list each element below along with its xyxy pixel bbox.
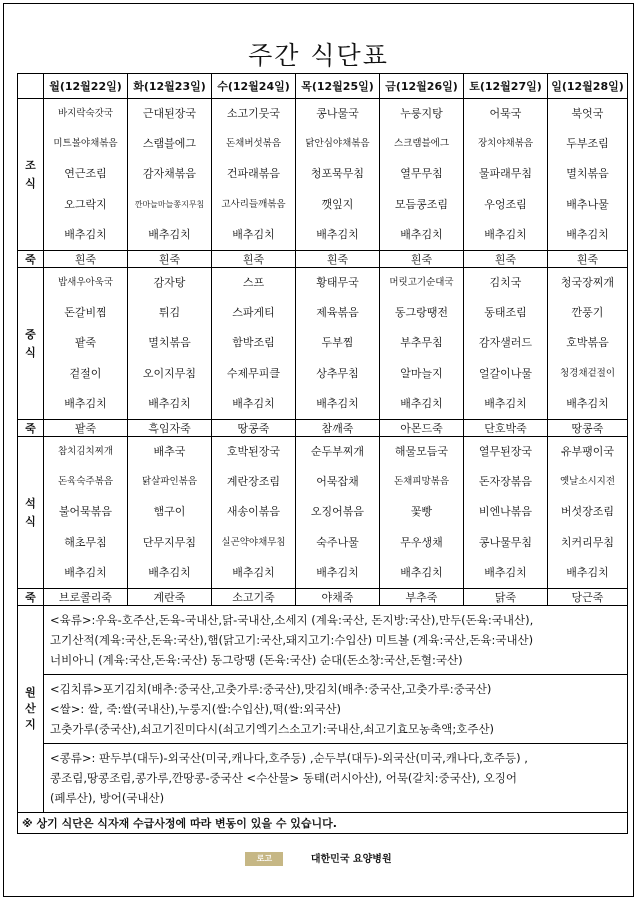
menu-item: 참치김치찌개 [57, 446, 114, 458]
porridge-cell: 흰죽 [44, 251, 128, 268]
menu-item: 배추김치 [400, 227, 443, 241]
menu-item: 두부조림 [566, 137, 609, 151]
menu-item: 물파래무침 [478, 167, 533, 181]
logo-text: 로고 [256, 854, 273, 863]
day-header: 일(12월28일) [548, 74, 628, 99]
menu-item: 돈자장볶음 [478, 475, 533, 489]
menu-item: 순두부찌개 [310, 445, 365, 459]
menu-item: 건파래볶음 [226, 167, 281, 181]
porridge-cell: 아몬드죽 [380, 420, 464, 437]
hospital-logo [245, 852, 283, 866]
weekly-menu-table [17, 73, 628, 834]
notice-text: ※ 상기 식단은 식자재 수급사정에 따라 변동이 있을 수 있습니다. [18, 813, 628, 834]
menu-item: 숙주나물 [316, 535, 359, 549]
menu-item: 오그락지 [64, 197, 107, 211]
menu-item: 멸치볶음 [148, 336, 191, 350]
meal-label [18, 437, 44, 589]
menu-item: 실곤약야채무침 [221, 536, 286, 548]
menu-item: 감자탕 [153, 276, 186, 290]
menu-item: 배추나물 [566, 197, 609, 211]
menu-item: 청포묵무침 [310, 167, 365, 181]
menu-item: 배추김치 [232, 565, 275, 579]
menu-item: 동그랑땡전 [394, 306, 449, 320]
menu-item: 호박된장국 [226, 445, 281, 459]
menu-item: 호박볶음 [566, 336, 609, 350]
menu-item: 오징어볶음 [310, 505, 365, 519]
porridge-row [18, 420, 628, 437]
meal-label [18, 268, 44, 420]
header-row [18, 74, 628, 99]
meal-cell [296, 99, 380, 251]
meal-label-text: 조 식 [25, 158, 36, 190]
menu-item: 배추국 [153, 445, 186, 459]
origin-line: <김치류>포기김치(배추:중국산,고춧가루:중국산),맛김치(배추:중국산,고춧가루:중국산) [50, 682, 492, 696]
porridge-cell: 소고기죽 [212, 589, 296, 606]
day-header: 화(12월23일) [128, 74, 212, 99]
menu-item: 배추김치 [148, 396, 191, 410]
note-row [18, 813, 628, 834]
menu-item: 누룽지탕 [400, 107, 443, 121]
menu-item: 단무지무침 [142, 535, 197, 549]
menu-item: 배추김치 [566, 396, 609, 410]
meal-cell [44, 437, 128, 589]
menu-item: 밥새우아욱국 [57, 277, 114, 289]
menu-item: 무우생채 [400, 535, 443, 549]
menu-item: 햄구이 [153, 505, 186, 519]
menu-item: 배추김치 [316, 565, 359, 579]
origin-block [44, 744, 628, 813]
meal-cell [44, 268, 128, 420]
menu-item: 배추김치 [484, 396, 527, 410]
meal-cell [380, 437, 464, 589]
origin-block [44, 675, 628, 744]
origin-label [18, 606, 44, 813]
meal-cell [128, 268, 212, 420]
menu-item: 돈갈비찜 [64, 306, 107, 320]
meal-cell [464, 437, 548, 589]
origin-line: <콩류>: 판두부(대두)-외국산(미국,캐나다,호주등) ,순두부(대두)-외국산(미국,캐나다,호주등) , [50, 751, 528, 765]
menu-item: 배추김치 [400, 396, 443, 410]
day-header: 목(12월25일) [296, 74, 380, 99]
menu-item: 계란장조림 [226, 475, 281, 489]
menu-item: 알마늘지 [400, 366, 443, 380]
porridge-row [18, 589, 628, 606]
meal-cell [128, 437, 212, 589]
menu-item: 소고기뭇국 [226, 107, 281, 121]
menu-item: 감자채볶음 [142, 167, 197, 181]
menu-item: 배추김치 [64, 396, 107, 410]
origin-row [18, 606, 628, 675]
menu-item: 스프 [242, 276, 265, 290]
menu-item: 어묵국 [489, 107, 522, 121]
menu-item: 청경채겉절이 [559, 367, 616, 379]
porridge-cell: 계란죽 [128, 589, 212, 606]
porridge-cell: 부추죽 [380, 589, 464, 606]
meal-cell [296, 268, 380, 420]
menu-item: 새송이볶음 [226, 505, 281, 519]
porridge-cell: 땅콩죽 [548, 420, 628, 437]
menu-item: 튀김 [158, 306, 181, 320]
porridge-cell: 흰죽 [380, 251, 464, 268]
origin-row [18, 744, 628, 813]
menu-item: 닭안심야채볶음 [305, 138, 370, 150]
menu-item: 배추김치 [148, 227, 191, 241]
day-header: 수(12월24일) [212, 74, 296, 99]
meal-label-text: 중 식 [25, 327, 36, 359]
menu-item: 열무된장국 [478, 445, 533, 459]
porridge-cell: 흰죽 [548, 251, 628, 268]
menu-item: 배추김치 [566, 565, 609, 579]
menu-item: 배추김치 [232, 396, 275, 410]
menu-item: 북엇국 [571, 107, 604, 121]
menu-item: 유부팽이국 [560, 445, 615, 459]
meal-row [18, 437, 628, 589]
menu-item: 모듬콩조림 [394, 197, 449, 211]
menu-item: 깐풍기 [571, 306, 604, 320]
menu-item: 콩나물무침 [478, 535, 533, 549]
meal-cell [212, 268, 296, 420]
meal-cell [128, 99, 212, 251]
origin-row [18, 675, 628, 744]
menu-item: 바지락숙갓국 [57, 108, 114, 120]
menu-item: 배추김치 [316, 396, 359, 410]
menu-item: 함박조림 [232, 336, 275, 350]
menu-item: 감자샐러드 [478, 336, 533, 350]
porridge-label: 죽 [18, 589, 44, 606]
menu-item: 배추김치 [566, 227, 609, 241]
meal-cell [464, 268, 548, 420]
menu-item: 배추김치 [148, 565, 191, 579]
origin-label-text: 원 산 지 [25, 686, 36, 731]
menu-item: 깻잎지 [321, 197, 354, 211]
menu-item: 고사리들깨볶음 [221, 198, 286, 210]
menu-item: 멸치볶음 [566, 167, 609, 181]
porridge-cell: 흰죽 [464, 251, 548, 268]
hospital-name: 대한민국 요양병원 [310, 854, 392, 865]
meal-cell [380, 99, 464, 251]
meal-cell [212, 437, 296, 589]
porridge-cell: 야채죽 [296, 589, 380, 606]
menu-item: 스램블에그 [142, 137, 197, 151]
menu-item: 닭살파인볶음 [141, 476, 198, 488]
menu-item: 상추무침 [316, 366, 359, 380]
menu-item: 돈채피망볶음 [393, 476, 450, 488]
porridge-cell: 팥죽 [44, 420, 128, 437]
meal-cell [548, 268, 628, 420]
menu-item: 근대된장국 [142, 107, 197, 121]
menu-item: 김치국 [489, 276, 522, 290]
day-header: 토(12월27일) [464, 74, 548, 99]
menu-item: 팥죽 [74, 336, 97, 350]
menu-item: 배추김치 [232, 227, 275, 241]
menu-item: 동태조림 [484, 306, 527, 320]
meal-cell [212, 99, 296, 251]
meal-cell [296, 437, 380, 589]
menu-item: 스크램블에그 [393, 138, 450, 150]
origin-line: (페루산), 방어(국내산) [50, 791, 165, 805]
origin-block [44, 606, 628, 675]
menu-item: 해물모듬국 [394, 445, 449, 459]
menu-item: 버섯장조림 [560, 505, 615, 519]
menu-item: 비엔나볶음 [478, 505, 533, 519]
menu-item: 돈육숙주볶음 [57, 476, 114, 488]
menu-item: 우엉조림 [484, 197, 527, 211]
menu-item: 배추김치 [64, 565, 107, 579]
menu-item: 미트볼야채볶음 [53, 138, 118, 150]
menu-item: 배추김치 [400, 565, 443, 579]
menu-item: 청국장찌개 [560, 276, 615, 290]
menu-item: 열무무침 [400, 167, 443, 181]
menu-item: 배추김치 [64, 227, 107, 241]
menu-item: 두부찜 [321, 336, 354, 350]
day-header: 월(12월22일) [44, 74, 128, 99]
menu-item: 불어묵볶음 [58, 505, 113, 519]
menu-page [3, 3, 634, 897]
porridge-row [18, 251, 628, 268]
menu-item: 돈채버섯볶음 [225, 138, 282, 150]
menu-item: 치커리무침 [560, 535, 615, 549]
porridge-cell: 흑임자죽 [128, 420, 212, 437]
meal-cell [464, 99, 548, 251]
menu-item: 제육볶음 [316, 306, 359, 320]
menu-item: 해초무침 [64, 535, 107, 549]
porridge-cell: 참깨죽 [296, 420, 380, 437]
origin-line: 너비아니 (계육:국산,돈육:국산) 동그랑땡 (돈육:국산) 순대(돈소창:국산,돈혈:국산) [50, 653, 463, 667]
menu-item: 배추김치 [484, 565, 527, 579]
menu-item: 옛날소시지전 [559, 476, 616, 488]
origin-line: <쌀>: 쌀, 죽:쌀(국내산),누룽지(쌀:수입산),떡(쌀:외국산) [50, 702, 342, 716]
porridge-cell: 흰죽 [128, 251, 212, 268]
porridge-cell: 흰죽 [296, 251, 380, 268]
porridge-cell: 단호박죽 [464, 420, 548, 437]
day-header: 금(12월26일) [380, 74, 464, 99]
meal-cell [44, 99, 128, 251]
porridge-cell: 흰죽 [212, 251, 296, 268]
meal-row [18, 268, 628, 420]
porridge-cell: 브로콜리죽 [44, 589, 128, 606]
meal-label [18, 99, 44, 251]
menu-item: 오이지무침 [142, 366, 197, 380]
menu-item: 연근조림 [64, 167, 107, 181]
meal-cell [380, 268, 464, 420]
footer [4, 850, 633, 866]
menu-item: 장치야채볶음 [477, 138, 534, 150]
porridge-label: 죽 [18, 251, 44, 268]
meal-label-text: 석 식 [25, 496, 36, 528]
menu-item: 얼갈이나물 [478, 366, 533, 380]
corner-cell [18, 74, 44, 99]
origin-line: <육류>:우육-호주산,돈육-국내산,닭-국내산,소세지 (계육:국산, 돈지방:국산),만두(돈육:국내산), [50, 613, 534, 627]
porridge-label: 죽 [18, 420, 44, 437]
menu-item: 수제무피클 [226, 366, 281, 380]
origin-line: 콩조림,땅콩조림,콩가루,깐땅콩-중국산 <수산물> 동태(러시아산), 어묵(갈치:중국산), 오징어 [50, 771, 517, 785]
meal-cell [548, 437, 628, 589]
menu-item: 어묵잡채 [316, 475, 359, 489]
origin-line: 고기산적(계육:국산,돈육:국산),햄(닭고기:국산,돼지고기:수입산) 미트볼 (계육:국산,돈육:국내산) [50, 633, 534, 647]
menu-item: 꽃빵 [410, 505, 433, 519]
menu-item: 배추김치 [484, 227, 527, 241]
origin-line: 고춧가루(중국산),쇠고기진미다시(쇠고기엑기스소고기:국내산,쇠고기효모농축액;호주산) [50, 722, 495, 736]
meal-row [18, 99, 628, 251]
menu-item: 스파게티 [232, 306, 275, 320]
porridge-cell: 땅콩죽 [212, 420, 296, 437]
menu-item: 겉절이 [69, 366, 102, 380]
menu-item: 부추무침 [400, 336, 443, 350]
porridge-cell: 닭죽 [464, 589, 548, 606]
porridge-cell: 당근죽 [548, 589, 628, 606]
page-title: 주간 식단표 [248, 41, 389, 70]
menu-item: 깐마늘마늘쫑지무침 [134, 199, 205, 209]
menu-item: 머릿고기순대국 [389, 277, 454, 289]
menu-item: 배추김치 [316, 227, 359, 241]
meal-cell [548, 99, 628, 251]
menu-item: 황태무국 [316, 276, 359, 290]
menu-item: 콩나물국 [316, 107, 359, 121]
